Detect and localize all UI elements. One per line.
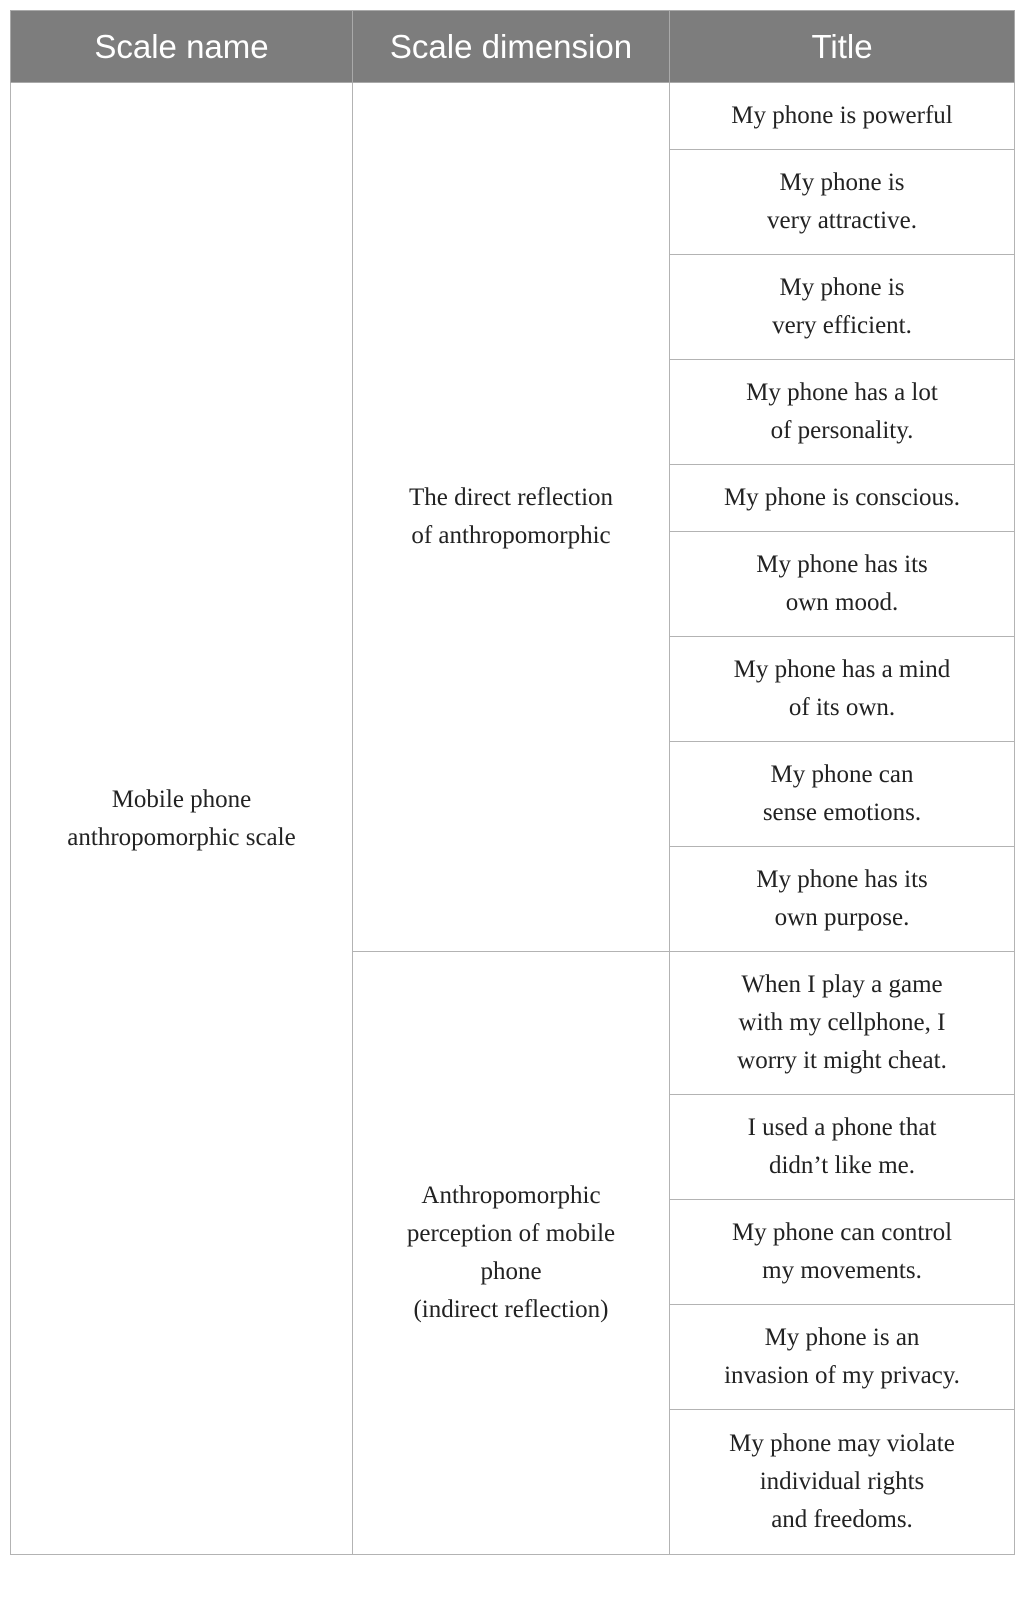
item-cell [670, 847, 1015, 952]
header-title: Title [670, 11, 1015, 83]
anthropomorphic-scale-table [10, 10, 1015, 1555]
dimension-label-line: Anthropomorphic [421, 1182, 601, 1209]
item-cell [670, 1200, 1015, 1305]
item-cell [670, 150, 1015, 255]
item-cell [670, 465, 1015, 532]
table-row [11, 83, 1015, 150]
item-text: own mood. [785, 589, 899, 616]
item-cell [670, 83, 1015, 150]
item-text: My phone has a lot [746, 379, 938, 406]
item-text: worry it might cheat. [737, 1047, 947, 1074]
dimension-label-line: phone [480, 1258, 542, 1285]
item-text: My phone is powerful [731, 102, 953, 129]
item-text: My phone has its [756, 866, 928, 893]
item-text: with my cellphone, I [738, 1009, 946, 1036]
item-text: very efficient. [772, 312, 912, 339]
scale-name-line: Mobile phone [111, 785, 252, 813]
header-scale-name: Scale name [11, 11, 353, 83]
item-text: My phone may violate [729, 1430, 955, 1457]
dimension-cell-direct [353, 83, 670, 952]
dimension-cell-indirect [353, 952, 670, 1555]
dimension-label-line: of anthropomorphic [411, 522, 611, 549]
table-container [10, 10, 1014, 1555]
item-text: My phone has a mind [733, 656, 951, 683]
item-cell [670, 1410, 1015, 1555]
item-cell [670, 532, 1015, 637]
item-text: didn’t like me. [768, 1152, 916, 1179]
item-text: individual rights [759, 1468, 925, 1495]
scale-name-line: anthropomorphic scale [67, 823, 296, 851]
dimension-label-line: The direct reflection [408, 484, 614, 511]
item-text: My phone can [770, 761, 914, 788]
header-scale-dimension: Scale dimension [353, 11, 670, 83]
item-text: My phone has its [756, 551, 928, 578]
item-text: of personality. [770, 417, 914, 444]
item-cell [670, 742, 1015, 847]
item-text: My phone is [779, 274, 905, 301]
item-text: When I play a game [741, 971, 943, 998]
item-text: My phone can control [731, 1219, 953, 1246]
item-text: My phone is conscious. [723, 484, 961, 511]
item-text: and freedoms. [771, 1506, 913, 1533]
item-cell [670, 637, 1015, 742]
item-cell [670, 1095, 1015, 1200]
item-cell [670, 255, 1015, 360]
item-cell [670, 952, 1015, 1095]
item-text: invasion of my privacy. [724, 1362, 960, 1389]
item-text: my movements. [762, 1257, 922, 1284]
item-text: I used a phone that [747, 1114, 937, 1141]
item-text: My phone is [779, 169, 905, 196]
item-text: of its own. [788, 694, 896, 721]
item-text: sense emotions. [762, 799, 922, 826]
dimension-label-line: (indirect reflection) [413, 1296, 609, 1323]
item-text: very attractive. [767, 207, 917, 234]
item-text: My phone is an [764, 1324, 920, 1351]
dimension-label-line: perception of mobile [406, 1220, 616, 1247]
item-cell [670, 1305, 1015, 1410]
item-text: own purpose. [774, 904, 910, 931]
header-row [11, 11, 1015, 83]
scale-name-cell [11, 83, 353, 1555]
item-cell [670, 360, 1015, 465]
